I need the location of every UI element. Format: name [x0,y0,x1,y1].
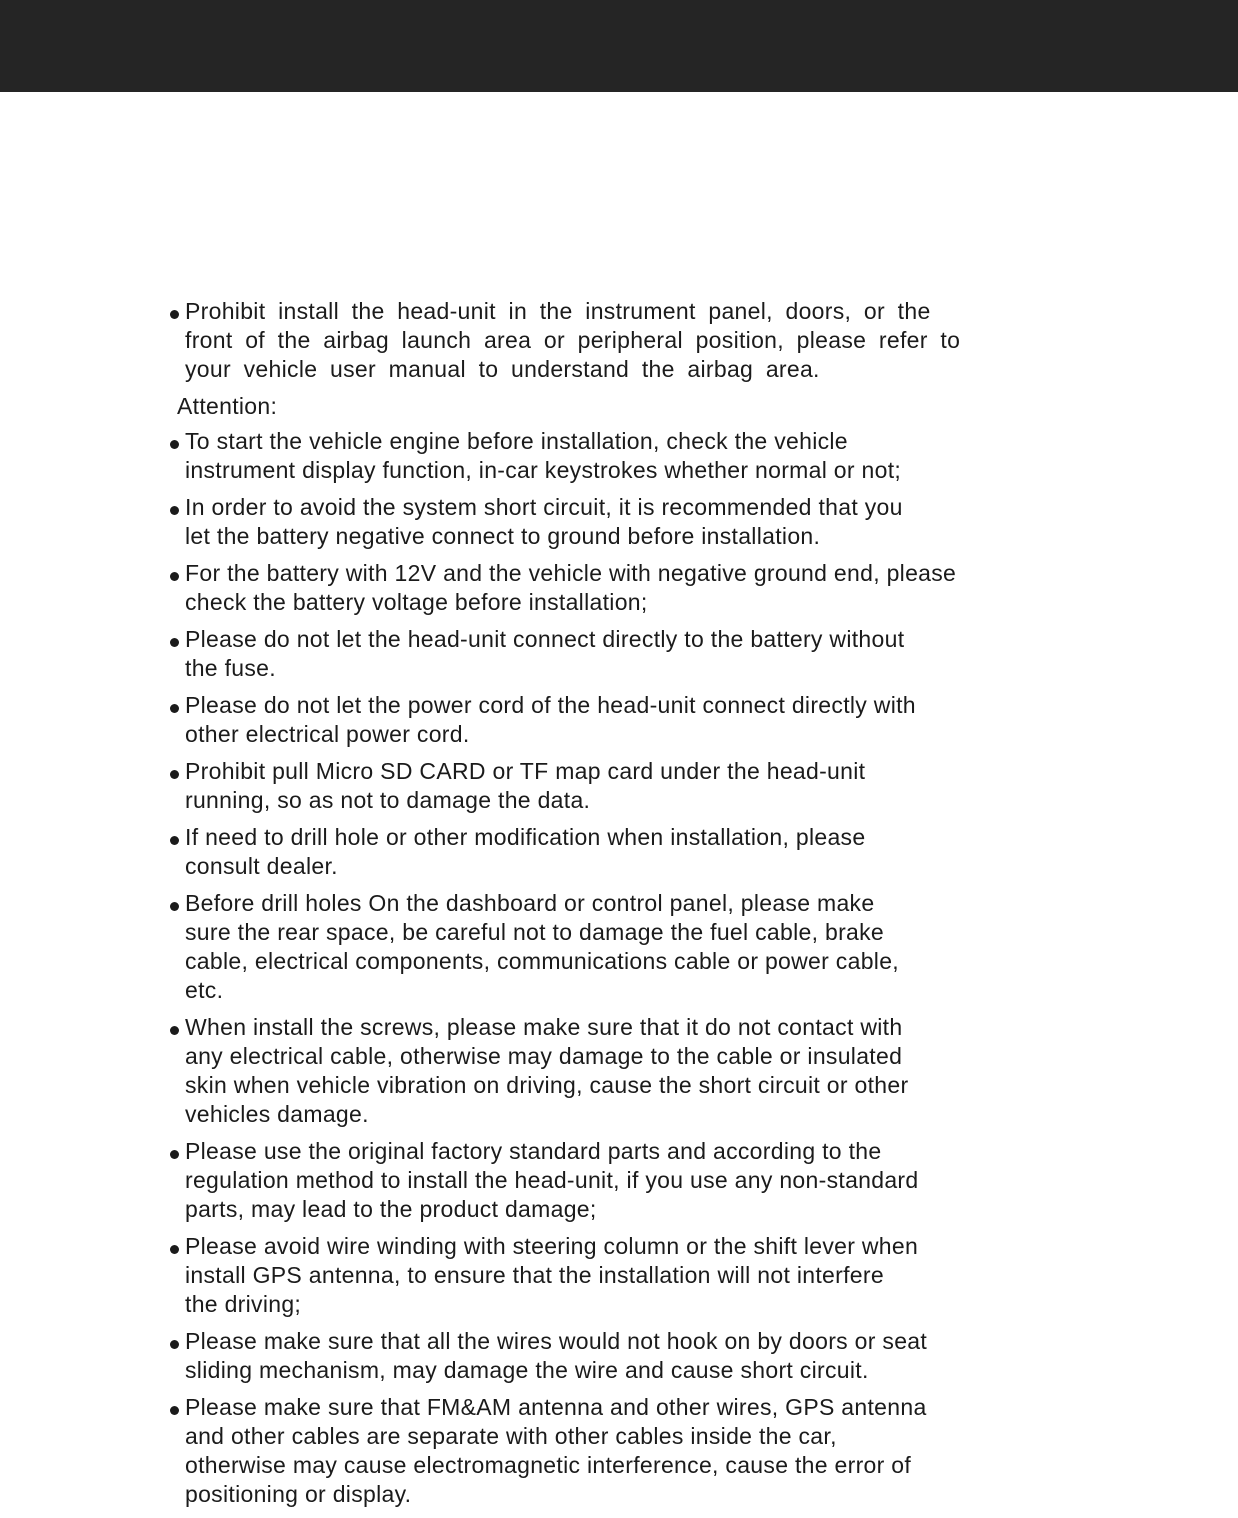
list-item [168,427,1068,485]
text-line: front of the airbag launch area or peripheral position, please refer to [185,327,961,353]
text-line: check the battery voltage before installation; [185,589,648,615]
text-line: Please do not let the power cord of the head-unit connect directly with [185,692,916,718]
installation-notes [168,297,1068,1517]
text-line: the fuse. [185,655,276,681]
text-line: let the battery negative connect to ground before installation. [185,523,821,549]
text-line: sure the rear space, be careful not to damage the fuel cable, brake [185,919,885,945]
bullet-icon [170,1245,179,1254]
list-item [168,1137,1068,1224]
bullet-icon [170,704,179,713]
bullet-icon [170,506,179,515]
list-item [168,1393,1068,1509]
bullet-icon [170,310,179,319]
text-line: running, so as not to damage the data. [185,787,591,813]
text-line: If need to drill hole or other modification when installation, please [185,824,866,850]
text-line: consult dealer. [185,853,338,879]
text-line: sliding mechanism, may damage the wire and cause short circuit. [185,1357,869,1383]
text-line: For the battery with 12V and the vehicle with negative ground end, please [185,560,957,586]
text-line: any electrical cable, otherwise may damage to the cable or insulated [185,1043,903,1069]
bullet-icon [170,1406,179,1415]
text-line: In order to avoid the system short circuit, it is recommended that you [185,494,903,520]
text-line: other electrical power cord. [185,721,470,747]
attention-heading: Attention: [177,393,278,419]
text-line: cable, electrical components, communications cable or power cable, [185,948,899,974]
text-line: vehicles damage. [185,1101,369,1127]
text-line: otherwise may cause electromagnetic interference, cause the error of [185,1452,912,1478]
text-line: Prohibit pull Micro SD CARD or TF map card under the head-unit [185,758,866,784]
list-item [168,757,1068,815]
text-line: instrument display function, in-car keystrokes whether normal or not; [185,457,902,483]
header-bar [0,0,1238,92]
bullet-icon [170,440,179,449]
text-line: positioning or display. [185,1481,412,1507]
bullet-icon [170,572,179,581]
list-item [168,559,1068,617]
text-line: Please make sure that all the wires would not hook on by doors or seat [185,1328,928,1354]
bullet-icon [170,902,179,911]
text-line: the driving; [185,1291,302,1317]
text-line: Please avoid wire winding with steering column or the shift lever when [185,1233,919,1259]
bullet-icon [170,1340,179,1349]
text-line: Please use the original factory standard parts and according to the [185,1138,882,1164]
text-line: skin when vehicle vibration on driving, cause the short circuit or other [185,1072,909,1098]
text-line: and other cables are separate with other cables inside the car, [185,1423,837,1449]
bullet-icon [170,1150,179,1159]
text-line: etc. [185,977,224,1003]
text-line: Prohibit install the head-unit in the instrument panel, doors, or the [185,298,931,324]
text-line: Please make sure that FM&AM antenna and other wires, GPS antenna [185,1394,927,1420]
list-item [168,1013,1068,1129]
text-line: To start the vehicle engine before installation, check the vehicle [185,428,848,454]
text-line: When install the screws, please make sure that it do not contact with [185,1014,903,1040]
list-item [168,889,1068,1005]
text-line: Before drill holes On the dashboard or control panel, please make [185,890,875,916]
list-item [168,823,1068,881]
text-line: install GPS antenna, to ensure that the installation will not interfere [185,1262,884,1288]
bullet-icon [170,770,179,779]
bullet-icon [170,638,179,647]
text-line: parts, may lead to the product damage; [185,1196,597,1222]
airbag-warning-item [168,297,1068,384]
text-line: your vehicle user manual to understand the airbag area. [185,356,820,382]
list-item [168,1232,1068,1319]
list-item [168,625,1068,683]
list-item [168,493,1068,551]
bullet-icon [170,836,179,845]
text-line: Please do not let the head-unit connect directly to the battery without [185,626,905,652]
bullet-icon [170,1026,179,1035]
list-item [168,1327,1068,1385]
list-item [168,691,1068,749]
text-line: regulation method to install the head-unit, if you use any non-standard [185,1167,919,1193]
